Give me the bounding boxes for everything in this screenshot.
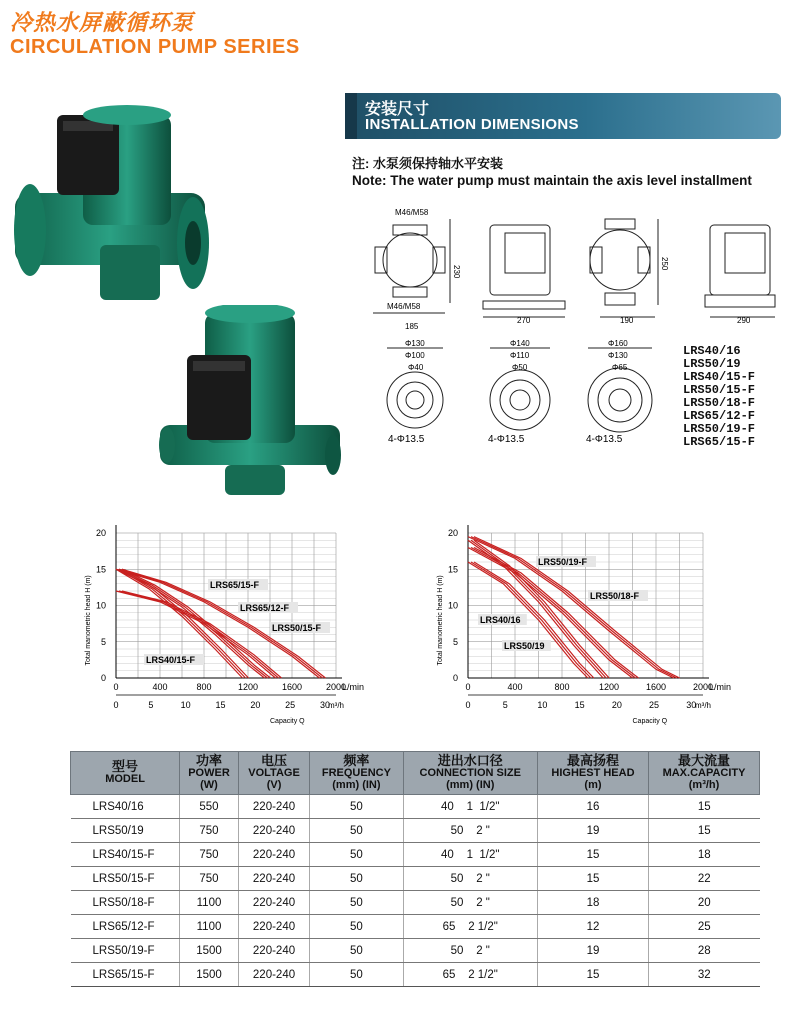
header-en: MAX.CAPACITY bbox=[662, 767, 746, 779]
table-cell: 50 bbox=[310, 795, 403, 819]
table-cell: 15 bbox=[537, 867, 648, 891]
table-header-cell bbox=[71, 752, 180, 795]
header-cn: 频率 bbox=[343, 753, 370, 768]
x2-tick-label: 20 bbox=[611, 700, 622, 710]
series-label: LRS40/15-F bbox=[146, 655, 196, 665]
x-axis-label: L/min bbox=[342, 682, 365, 692]
table-header-cell bbox=[403, 752, 537, 795]
table-header-row bbox=[71, 752, 760, 795]
table-cell: 550 bbox=[180, 795, 239, 819]
table-cell: 1500 bbox=[180, 939, 239, 963]
table-cell: 65 2 1/2" bbox=[403, 963, 537, 987]
x2-tick-label: 5 bbox=[502, 700, 508, 710]
table-row bbox=[71, 867, 760, 891]
page-title-cn: 冷热水屏蔽循环泵 bbox=[10, 10, 195, 35]
table-cell: 220-240 bbox=[238, 867, 309, 891]
flange-mid: Φ110 bbox=[510, 351, 530, 360]
y-tick-label: 5 bbox=[100, 636, 106, 647]
table-cell: LRS50/19-F bbox=[71, 939, 180, 963]
header-unit: (V) bbox=[266, 779, 282, 791]
table-cell: 15 bbox=[649, 819, 760, 843]
header-cn: 进出水口径 bbox=[437, 753, 503, 768]
table-cell: 50 2 " bbox=[403, 939, 537, 963]
header-en: FREQUENCY bbox=[321, 767, 391, 779]
dimension-drawings bbox=[365, 205, 785, 335]
flange-outer: Φ160 bbox=[608, 339, 628, 348]
flange-inner: Φ50 bbox=[512, 363, 528, 372]
x-tick-label: 1200 bbox=[237, 682, 259, 692]
capacity-label: Capacity Q bbox=[632, 718, 668, 725]
dim-m46-top: M46/M58 bbox=[395, 208, 429, 217]
note-cn: 注: 水泵须保持轴水平安装 bbox=[352, 156, 503, 171]
dim-185: 185 bbox=[405, 322, 419, 331]
series-label: LRS50/15-F bbox=[272, 623, 322, 633]
table-cell: 1100 bbox=[180, 915, 239, 939]
table-row bbox=[71, 891, 760, 915]
installation-title-en: INSTALLATION DIMENSIONS bbox=[365, 116, 579, 133]
table-cell: 220-240 bbox=[238, 819, 309, 843]
x-tick-label: 1600 bbox=[281, 682, 303, 692]
dim-270: 270 bbox=[517, 316, 531, 325]
y-tick-label: 20 bbox=[447, 528, 458, 538]
x2-tick-label: 15 bbox=[574, 700, 585, 710]
table-cell: LRS65/15-F bbox=[71, 963, 180, 987]
table-row bbox=[71, 915, 760, 939]
header-en: HIGHEST HEAD bbox=[551, 767, 635, 779]
y-tick-label: 5 bbox=[452, 636, 458, 647]
y-axis-label: Total manometric head H (m) bbox=[85, 575, 92, 666]
table-cell: 1100 bbox=[180, 891, 239, 915]
x2-tick-label: 20 bbox=[250, 700, 261, 710]
x2-tick-label: 10 bbox=[537, 700, 548, 710]
x-tick-label: 800 bbox=[554, 682, 570, 692]
table-cell: 50 2 " bbox=[403, 891, 537, 915]
table-cell: LRS50/18-F bbox=[71, 891, 180, 915]
series-label: LRS65/12-F bbox=[240, 603, 290, 613]
x-tick-label: 800 bbox=[196, 682, 212, 692]
model-list-item: LRS40/15-F bbox=[683, 370, 756, 384]
x2-axis-label: m³/h bbox=[695, 701, 711, 710]
dim-290: 290 bbox=[737, 316, 751, 325]
x2-tick-label: 25 bbox=[285, 700, 296, 710]
x2-tick-label: 15 bbox=[215, 700, 226, 710]
table-cell: 20 bbox=[649, 891, 760, 915]
series-label: LRS50/19-F bbox=[538, 557, 588, 567]
header-en: CONNECTION SIZE bbox=[419, 767, 521, 779]
table-row bbox=[71, 939, 760, 963]
table-cell: 28 bbox=[649, 939, 760, 963]
y-tick-label: 10 bbox=[95, 600, 106, 611]
table-cell: 22 bbox=[649, 867, 760, 891]
table-cell: 18 bbox=[649, 843, 760, 867]
table-cell: 750 bbox=[180, 843, 239, 867]
table-cell: 15 bbox=[537, 843, 648, 867]
header-en: VOLTAGE bbox=[248, 767, 300, 779]
header-cn: 功率 bbox=[195, 753, 222, 768]
x2-tick-label: 30 bbox=[686, 700, 697, 710]
table-cell: 1500 bbox=[180, 963, 239, 987]
table-cell: 40 1 1/2" bbox=[403, 795, 537, 819]
table-cell: 220-240 bbox=[238, 915, 309, 939]
flange-outer: Φ140 bbox=[510, 339, 530, 348]
table-row bbox=[71, 963, 760, 987]
table-cell: 65 2 1/2" bbox=[403, 915, 537, 939]
header-unit: (W) bbox=[200, 779, 218, 791]
table-cell: 50 bbox=[310, 867, 403, 891]
performance-chart-right bbox=[432, 523, 752, 733]
table-cell: 25 bbox=[649, 915, 760, 939]
flange-mid: Φ130 bbox=[608, 351, 628, 360]
header-cn: 最大流量 bbox=[678, 753, 731, 768]
table-header-cell bbox=[649, 752, 760, 795]
table-cell: 12 bbox=[537, 915, 648, 939]
table-cell: 15 bbox=[649, 795, 760, 819]
dim-230: 230 bbox=[452, 265, 461, 279]
table-header-cell bbox=[310, 752, 403, 795]
note-en: Note: The water pump must maintain the axis level installment bbox=[352, 173, 752, 188]
model-list-item: LRS65/12-F bbox=[683, 409, 756, 423]
table-cell: 220-240 bbox=[238, 891, 309, 915]
header-unit: (m) bbox=[584, 779, 602, 791]
installation-banner bbox=[345, 93, 781, 139]
table-row bbox=[71, 795, 760, 819]
header-cn: 最高扬程 bbox=[566, 753, 619, 768]
table-cell: 15 bbox=[537, 963, 648, 987]
x-tick-label: 400 bbox=[507, 682, 523, 692]
flange-holes: 4-Φ13.5 bbox=[488, 434, 525, 445]
table-cell: 220-240 bbox=[238, 939, 309, 963]
capacity-label: Capacity Q bbox=[270, 718, 305, 725]
flange-2 bbox=[488, 339, 530, 445]
page-title-en: CIRCULATION PUMP SERIES bbox=[10, 36, 300, 58]
table-cell: 19 bbox=[537, 939, 648, 963]
y-tick-label: 0 bbox=[100, 673, 106, 683]
table-cell: LRS40/15-F bbox=[71, 843, 180, 867]
x-tick-label: 0 bbox=[465, 682, 471, 692]
table-cell: 19 bbox=[537, 819, 648, 843]
x-axis-label: L/min bbox=[709, 682, 732, 692]
flange-inner: Φ40 bbox=[408, 363, 424, 372]
table-cell: 32 bbox=[649, 963, 760, 987]
y-axis-label: Total manometric head H (m) bbox=[437, 575, 444, 666]
y-tick-label: 0 bbox=[452, 673, 458, 683]
flange-drawings bbox=[370, 338, 670, 448]
dim-190: 190 bbox=[620, 316, 634, 325]
dim-250: 250 bbox=[660, 257, 669, 271]
flange-inner: Φ65 bbox=[612, 363, 628, 372]
series-label: LRS50/18-F bbox=[590, 591, 640, 601]
table-header-cell bbox=[537, 752, 648, 795]
flanged-pump-image bbox=[5, 95, 220, 310]
header-unit: (mm) (IN) bbox=[332, 779, 381, 791]
table-cell: 750 bbox=[180, 819, 239, 843]
x-tick-label: 2000 bbox=[325, 682, 347, 692]
model-list bbox=[683, 345, 755, 449]
model-list-item: LRS50/18-F bbox=[683, 396, 756, 410]
series-label: LRS65/15-F bbox=[210, 580, 260, 590]
table-cell: 50 bbox=[310, 843, 403, 867]
table-cell: 50 2 " bbox=[403, 867, 537, 891]
x2-tick-label: 25 bbox=[649, 700, 660, 710]
header-unit: (mm) (IN) bbox=[446, 779, 495, 791]
table-cell: LRS65/12-F bbox=[71, 915, 180, 939]
spec-table bbox=[70, 751, 760, 987]
y-tick-label: 10 bbox=[447, 600, 458, 611]
table-row bbox=[71, 819, 760, 843]
table-cell: 220-240 bbox=[238, 795, 309, 819]
installation-title-cn: 安装尺寸 bbox=[365, 101, 430, 118]
header-unit: (m³/h) bbox=[688, 779, 720, 791]
header-en: POWER bbox=[188, 767, 230, 779]
x-tick-label: 1200 bbox=[598, 682, 620, 692]
performance-chart-left bbox=[80, 523, 380, 733]
table-header-cell bbox=[238, 752, 309, 795]
flange-holes: 4-Φ13.5 bbox=[586, 434, 623, 445]
header-en: MODEL bbox=[105, 773, 145, 785]
x2-tick-label: 5 bbox=[148, 700, 154, 710]
threaded-pump-image bbox=[155, 305, 345, 500]
x2-tick-label: 0 bbox=[465, 700, 471, 710]
dim-m46-bottom: M46/M58 bbox=[387, 302, 421, 311]
table-cell: 50 bbox=[310, 819, 403, 843]
model-list-item: LRS65/15-F bbox=[683, 435, 756, 449]
series-label: LRS50/19 bbox=[504, 641, 545, 651]
table-cell: 220-240 bbox=[238, 963, 309, 987]
model-list-item: LRS50/19 bbox=[683, 357, 741, 371]
y-tick-label: 15 bbox=[447, 564, 458, 575]
flange-holes: 4-Φ13.5 bbox=[388, 434, 425, 445]
x2-tick-label: 0 bbox=[113, 700, 119, 710]
table-cell: 16 bbox=[537, 795, 648, 819]
table-cell: 50 bbox=[310, 963, 403, 987]
table-cell: 50 bbox=[310, 891, 403, 915]
table-header-cell bbox=[180, 752, 239, 795]
table-cell: LRS40/16 bbox=[71, 795, 180, 819]
model-list-item: LRS40/16 bbox=[683, 344, 741, 358]
table-cell: 50 2 " bbox=[403, 819, 537, 843]
x2-tick-label: 10 bbox=[180, 700, 191, 710]
header-cn: 电压 bbox=[261, 753, 288, 768]
x-tick-label: 1600 bbox=[645, 682, 667, 692]
table-cell: 750 bbox=[180, 867, 239, 891]
flange-outer: Φ130 bbox=[405, 339, 425, 348]
header-cn: 型号 bbox=[112, 759, 139, 774]
table-cell: 220-240 bbox=[238, 843, 309, 867]
table-cell: 18 bbox=[537, 891, 648, 915]
x-tick-label: 400 bbox=[152, 682, 168, 692]
y-tick-label: 15 bbox=[95, 564, 106, 575]
y-tick-label: 20 bbox=[95, 528, 106, 538]
x-tick-label: 0 bbox=[113, 682, 119, 692]
x-tick-label: 2000 bbox=[692, 682, 714, 692]
table-cell: 50 bbox=[310, 939, 403, 963]
model-list-item: LRS50/15-F bbox=[683, 383, 756, 397]
table-cell: 50 bbox=[310, 915, 403, 939]
table-cell: LRS50/19 bbox=[71, 819, 180, 843]
table-cell: 40 1 1/2" bbox=[403, 843, 537, 867]
series-label: LRS40/16 bbox=[480, 615, 521, 625]
table-cell: LRS50/15-F bbox=[71, 867, 180, 891]
x2-axis-label: m³/h bbox=[328, 701, 344, 710]
x2-tick-label: 30 bbox=[319, 700, 331, 710]
model-list-item: LRS50/19-F bbox=[683, 422, 756, 436]
flange-mid: Φ100 bbox=[405, 351, 425, 360]
table-row bbox=[71, 843, 760, 867]
